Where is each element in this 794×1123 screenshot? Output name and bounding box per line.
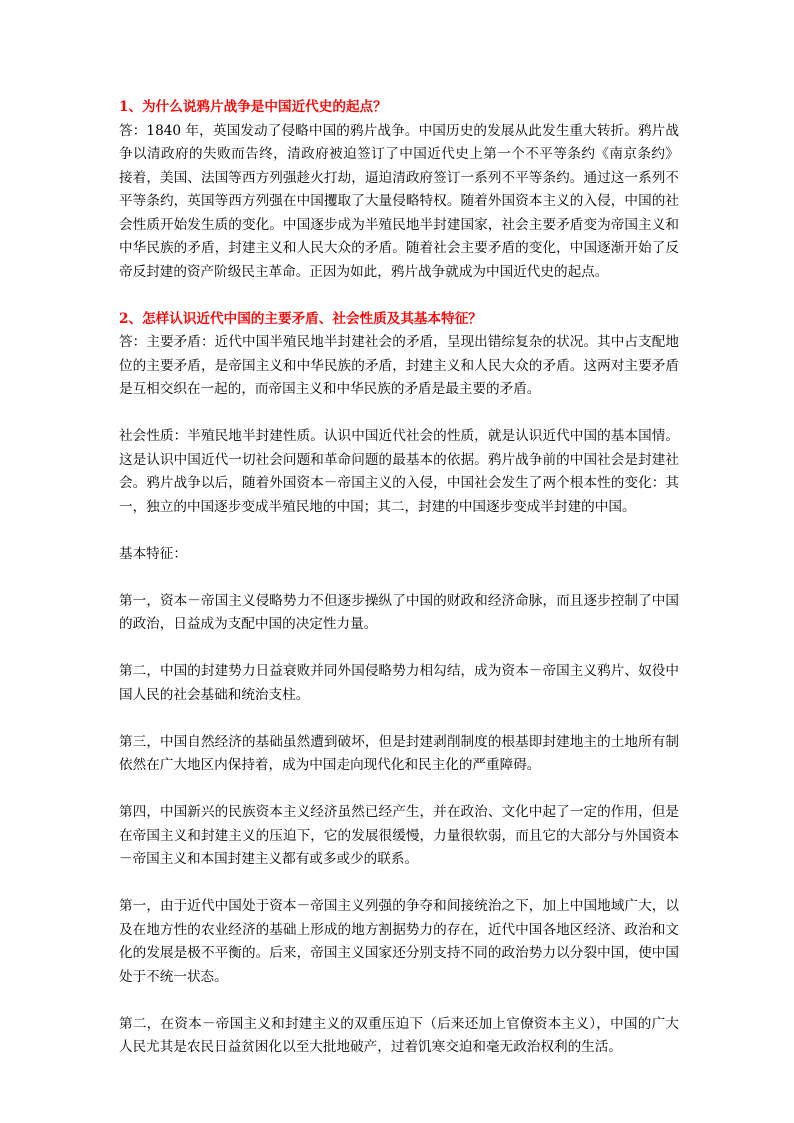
spacer xyxy=(119,637,679,661)
spacer xyxy=(119,872,679,896)
feature-paragraph: 第三，中国自然经济的基础虽然遭到破坏，但是封建剥削制度的根基即封建地主的土地所有制依然在广大地区内保持着，成为中国走向现代化和民主化的严重障碍。 xyxy=(119,733,679,773)
feature-paragraph: 第一，由于近代中国处于资本－帝国主义列强的争夺和间接统治之下，加上中国地域广大，以及在地方性的农业经济的基础上形成的地方割据势力的存在，近代中国各地区经济、政治和文化的发展是极不平衡的。后来，帝国主义国家还分别支持不同的政治势力以分裂中国，使中国处于不统一状态。 xyxy=(119,898,679,985)
feature-paragraph: 第二，在资本－帝国主义和封建主义的双重压迫下（后来还加上官僚资本主义），中国的广大人民尤其是农民日益贫困化以至大批地破产，过着饥寒交迫和毫无政治权利的生活。 xyxy=(119,1015,679,1055)
question-2-main-contradiction: 答：主要矛盾：近代中国半殖民地半封建社会的矛盾，呈现出错综复杂的状况。其中占支配地位的主要矛盾，是帝国主义和中华民族的矛盾，封建主义和人民大众的矛盾。这两对主要矛盾是互相交织在一起的，而帝国主义和中华民族的矛盾是最主要的矛盾。 xyxy=(119,334,679,397)
spacer xyxy=(119,778,679,802)
spacer xyxy=(119,519,679,543)
features-label: 基本特征： xyxy=(119,545,187,562)
feature-paragraph: 第一，资本－帝国主义侵略势力不但逐步操纵了中国的财政和经济命脉，而且逐步控制了中国的政治，日益成为支配中国的决定性力量。 xyxy=(119,592,679,632)
question-2-heading: 2、怎样认识近代中国的主要矛盾、社会性质及其基本特征？ xyxy=(119,310,482,327)
document-page xyxy=(119,96,679,1060)
question-2-social-nature: 社会性质：半殖民地半封建性质。认识中国近代社会的性质，就是认识近代中国的基本国情。这是认识中国近代一切社会问题和革命问题的最基本的依据。鸦片战争前的中国社会是封建社会。鸦片战争以后，随着外国资本－帝国主义的入侵，中国社会发生了两个根本性的变化：其一，独立的中国逐步变成半殖民地的中国；其二，封建的中国逐步变成半封建的中国。 xyxy=(119,428,679,515)
spacer xyxy=(119,989,679,1013)
question-1-answer: 答：1840 年，英国发动了侵略中国的鸦片战争。中国历史的发展从此发生重大转折。鸦片战争以清政府的失败而告终，清政府被迫签订了中国近代史上第一个不平等条约《南京条约》 接着，美国、法国等西方列强趁火打劫，逼迫清政府签订一系列不平等条约。通过这一系列不平等条约，英国等西方列强在中国攫取了大量侵略特权。随着外国资本主义的入侵，中国的社会性质开始发生质的变化。中国逐步成为半殖民地半封建国家，社会主要矛盾变为帝国主义和中华民族的矛盾，封建主义和人民大众的矛盾。随着社会主要矛盾的变化，中国逐渐开始了反帝反封建的资产阶级民主革命。正因为如此，鸦片战争就成为中国近代史的起点。 xyxy=(119,122,679,280)
feature-paragraph: 第四，中国新兴的民族资本主义经济虽然已经产生，并在政治、文化中起了一定的作用，但是在帝国主义和封建主义的压迫下，它的发展很缓慢，力量很软弱，而且它的大部分与外国资本－帝国主义和本国封建主义都有或多或少的联系。 xyxy=(119,804,679,867)
spacer xyxy=(119,707,679,731)
spacer xyxy=(119,284,679,308)
question-1-heading: 1、为什么说鸦片战争是中国近代史的起点？ xyxy=(119,99,387,115)
spacer xyxy=(119,566,679,590)
spacer xyxy=(119,402,679,426)
feature-paragraph: 第二，中国的封建势力日益衰败并同外国侵略势力相勾结，成为资本－帝国主义鸦片、奴役中国人民的社会基础和统治支柱。 xyxy=(119,663,679,703)
